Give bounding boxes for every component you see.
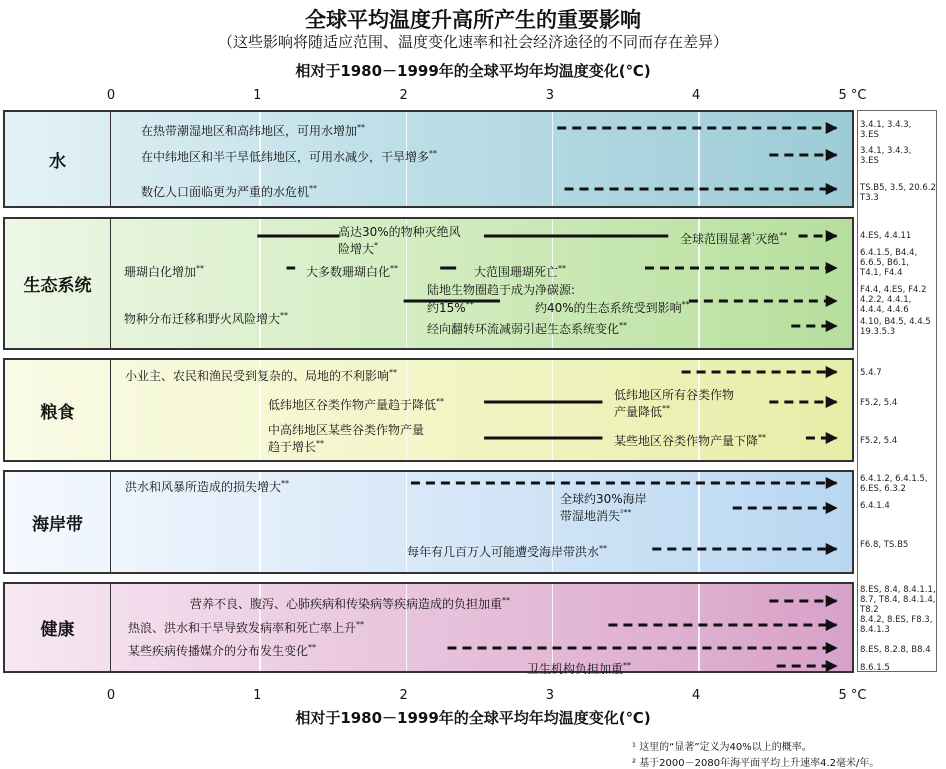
impact-text-sup: ** [681, 300, 690, 309]
reference-food [860, 436, 897, 446]
impact-text-coast [560, 492, 647, 523]
impact-text-sup: ²** [620, 508, 632, 517]
impact-text-sup: ** [465, 300, 474, 309]
impact-text-health [190, 594, 510, 611]
panel-label-water: 水 [5, 112, 111, 206]
impact-text-line: 中高纬地区某些谷类作物产量 [268, 423, 425, 437]
reference-line: 6.6.5, B6.1, [860, 258, 910, 268]
reference-line: F6.8, TS.B5 [860, 540, 909, 550]
impact-text-water [141, 147, 437, 164]
page-title: 全球平均温度升高所产生的重要影响 [305, 8, 641, 32]
impact-text-sup: ** [390, 264, 399, 273]
impact-text-line: 带湿地消失 [560, 509, 621, 523]
impact-text-line: 热浪、洪水和干旱导致发病率和死亡率上升 [128, 621, 357, 635]
panel-label-ecosystems: 生态系统 [5, 219, 111, 348]
reference-water [860, 146, 911, 166]
reference-line: 5.4.7 [860, 368, 882, 378]
impact-text-food [125, 366, 397, 383]
reference-eco [860, 285, 927, 315]
reference-line: 4.ES, 4.4.11 [860, 231, 912, 241]
impact-text-sup: ** [429, 149, 438, 158]
footnote-2: ² 基于2000－2080年海平面平均上升速率4.2毫米/年。 [632, 758, 880, 769]
impact-text-sup: ** [308, 643, 317, 652]
impact-text-food [268, 423, 424, 454]
impact-text-line: 灭绝 [755, 232, 780, 246]
reference-food [860, 398, 897, 408]
reference-eco [860, 231, 911, 241]
reference-coast [860, 540, 908, 550]
impact-text-line: 陆地生物圈趋于成为净碳源: [427, 283, 576, 297]
reference-line: F4.4, 4.ES, F4.2 [860, 285, 927, 295]
impact-text-line: 数亿人口面临更为严重的水危机 [141, 185, 310, 199]
impact-text-line: 约40%的生态系统受到影响 [535, 301, 682, 315]
reference-line: 8.ES, 8.2.8, B8.4 [860, 645, 931, 655]
reference-line: 3.ES [860, 130, 879, 140]
impact-text-eco [474, 262, 566, 279]
impact-text-food [614, 431, 766, 448]
impact-text-eco [124, 262, 204, 279]
reference-line: 4.2.2, 4.4.1, [860, 295, 912, 305]
bottom-axis-label: 相对于1980－1999年的全球平均年均温度变化(℃) [295, 709, 651, 727]
reference-line: 3.4.1, 3.4.3, [860, 146, 912, 156]
impact-text-eco [427, 319, 627, 336]
impact-text-line: 在热带潮湿地区和高纬地区，可用水增加 [141, 124, 358, 138]
gridline [698, 584, 700, 671]
impact-text-sup: * [374, 241, 379, 250]
impact-text-coast [407, 542, 607, 559]
reference-coast [860, 474, 928, 494]
reference-coast [860, 501, 890, 511]
impact-text-line: 低纬地区所有谷类作物 [614, 388, 735, 402]
reference-line: T3.3 [860, 193, 879, 203]
impact-text-sup: ** [758, 433, 767, 442]
impact-text-line: 小业主、农民和渔民受到复杂的、局地的不利影响 [125, 369, 390, 383]
impact-text-sup: ** [436, 397, 445, 406]
reference-line: 8.4.2, 8.ES, F8.3, [860, 615, 933, 625]
impact-text-line: 产量降低 [614, 405, 663, 419]
top-tick-label: 1 [253, 88, 262, 103]
impact-text-sup: ** [316, 439, 325, 448]
reference-line: 6.4.1.4 [860, 501, 890, 511]
reference-eco [860, 248, 917, 278]
top-axis-label: 相对于1980－1999年的全球平均年均温度变化(℃) [295, 62, 651, 80]
reference-line: 8.4.1.3 [860, 625, 890, 635]
impact-text-line: 卫生机构负担加重 [527, 662, 624, 676]
impact-text-health [527, 659, 631, 676]
top-tick-label: 3 [545, 88, 555, 103]
top-tick-label: 0 [106, 88, 116, 103]
top-tick-label: 4 [692, 88, 701, 103]
reference-eco [860, 317, 931, 337]
top-tick-label: 2 [399, 88, 408, 103]
impact-text-line: 经向翻转环流减弱引起生态系统变化 [427, 322, 620, 336]
impact-text-sup: ** [357, 123, 366, 132]
reference-line: 4.10, B4.5, 4.4.5 [860, 317, 931, 327]
reference-line: 19.3.5.3 [860, 327, 896, 337]
impact-text-sup: ** [389, 368, 398, 377]
reference-health [860, 663, 890, 673]
bottom-tick-label: 0 [106, 688, 116, 703]
impact-text-line: 营养不良、腹泻、心肺疾病和传染病等疾病造成的负担加重 [190, 597, 503, 611]
reference-line: T8.2 [860, 605, 879, 615]
reference-line: 8.6.1.5 [860, 663, 890, 673]
impact-text-food [268, 395, 444, 412]
impact-text-eco [535, 298, 690, 315]
impact-text-line: 全球范围显著 [680, 232, 753, 246]
reference-line: 6.ES, 6.3.2 [860, 484, 906, 494]
bottom-tick-label: 3 [545, 688, 555, 703]
impact-text-sup: ** [281, 479, 290, 488]
gridline [259, 219, 261, 348]
impact-text-line: 某些地区谷类作物产量下降 [614, 434, 759, 448]
reference-line: 8.7, T8.4, 8.4.1.4, [860, 595, 936, 605]
reference-line: 3.ES [860, 156, 879, 166]
gridline [698, 112, 700, 206]
bottom-tick-label: 1 [253, 688, 262, 703]
impact-text-line: 全球约30%海岸 [560, 492, 647, 506]
bottom-tick-label: 5 °C [838, 688, 867, 703]
panel-label-health: 健康 [5, 584, 111, 671]
gridline [552, 112, 554, 206]
impact-text-water [141, 121, 365, 138]
impact-text-line: 洪水和风暴所造成的损失增大 [125, 480, 282, 494]
impact-text-line: 某些疾病传播媒介的分布发生变化 [128, 644, 309, 658]
reference-line: F5.2, 5.4 [860, 436, 898, 446]
impact-text-sup: ** [779, 231, 788, 240]
reference-line: 4.4.4, 4.4.6 [860, 305, 909, 315]
impact-text-line: 大多数珊瑚白化 [306, 265, 391, 279]
impact-text-line: 珊瑚白化增加 [124, 265, 197, 279]
impact-text-line: 每年有几百万人可能遭受海岸带洪水 [407, 545, 600, 559]
bottom-tick-label: 2 [399, 688, 408, 703]
impact-text-eco [306, 262, 398, 279]
impact-text-sup: ** [196, 264, 205, 273]
reference-line: 8.ES, 8.4, 8.4.1.1, [860, 585, 936, 595]
impact-text-line: 险增大 [338, 242, 375, 256]
page-subtitle: （这些影响将随适应范围、温度变化速率和社会经济途径的不同而存在差异） [217, 33, 728, 51]
reference-health [860, 645, 931, 655]
top-tick-label: 5 °C [838, 88, 867, 103]
impact-text-sup: ** [623, 661, 632, 670]
impact-text-sup: ** [619, 321, 628, 330]
impact-text-eco [338, 225, 461, 256]
impact-text-water [141, 182, 317, 199]
reference-health [860, 615, 932, 635]
impact-text-sup: ¹ [752, 231, 756, 240]
impact-text-eco [124, 309, 288, 326]
gridline [552, 584, 554, 671]
impact-text-sup: ** [662, 404, 671, 413]
impact-text-line: 高达30%的物种灭绝风 [338, 225, 461, 239]
reference-line: 6.4.1.5, B4.4, [860, 248, 918, 258]
impact-text-sup: ** [280, 311, 289, 320]
impact-text-coast [125, 477, 289, 494]
impact-text-health [128, 641, 316, 658]
reference-line: T4.1, F4.4 [860, 268, 903, 278]
panel-label-food: 粮食 [5, 360, 111, 460]
impact-text-line: 物种分布迁移和野火风险增大 [124, 312, 281, 326]
bottom-tick-label: 4 [692, 688, 701, 703]
impact-text-health [128, 618, 364, 635]
impact-text-sup: ** [502, 596, 511, 605]
impact-text-sup: ** [599, 544, 608, 553]
impact-text-eco [427, 283, 575, 297]
reference-line: TS.B5, 3.5, 20.6.2 [860, 183, 936, 193]
impact-text-sup: ** [309, 184, 318, 193]
impact-text-eco [680, 229, 787, 246]
reference-line: F5.2, 5.4 [860, 398, 898, 408]
impact-text-sup: ** [356, 620, 365, 629]
reference-line: 6.4.1.2, 6.4.1.5, [860, 474, 928, 484]
gridline [552, 360, 554, 460]
gridline [698, 472, 700, 572]
impact-text-line: 趋于增长 [268, 440, 317, 454]
impact-text-line: 约15% [427, 301, 466, 315]
reference-food [860, 368, 882, 378]
panel-label-coasts: 海岸带 [5, 472, 111, 572]
reference-health [860, 585, 936, 615]
reference-water [860, 183, 936, 203]
impact-text-line: 大范围珊瑚死亡 [474, 265, 559, 279]
impact-text-food [614, 388, 734, 419]
reference-line: 3.4.1, 3.4.3, [860, 120, 912, 130]
impact-text-eco [427, 298, 474, 315]
impact-text-line: 低纬地区谷类作物产量趋于降低 [268, 398, 437, 412]
impact-text-sup: ** [558, 264, 567, 273]
reference-water [860, 120, 911, 140]
footnote-1: ¹ 这里的“显著”定义为40%以上的概率。 [632, 742, 812, 753]
impact-text-line: 在中纬地区和半干旱低纬地区，可用水减少，干旱增多 [141, 150, 430, 164]
